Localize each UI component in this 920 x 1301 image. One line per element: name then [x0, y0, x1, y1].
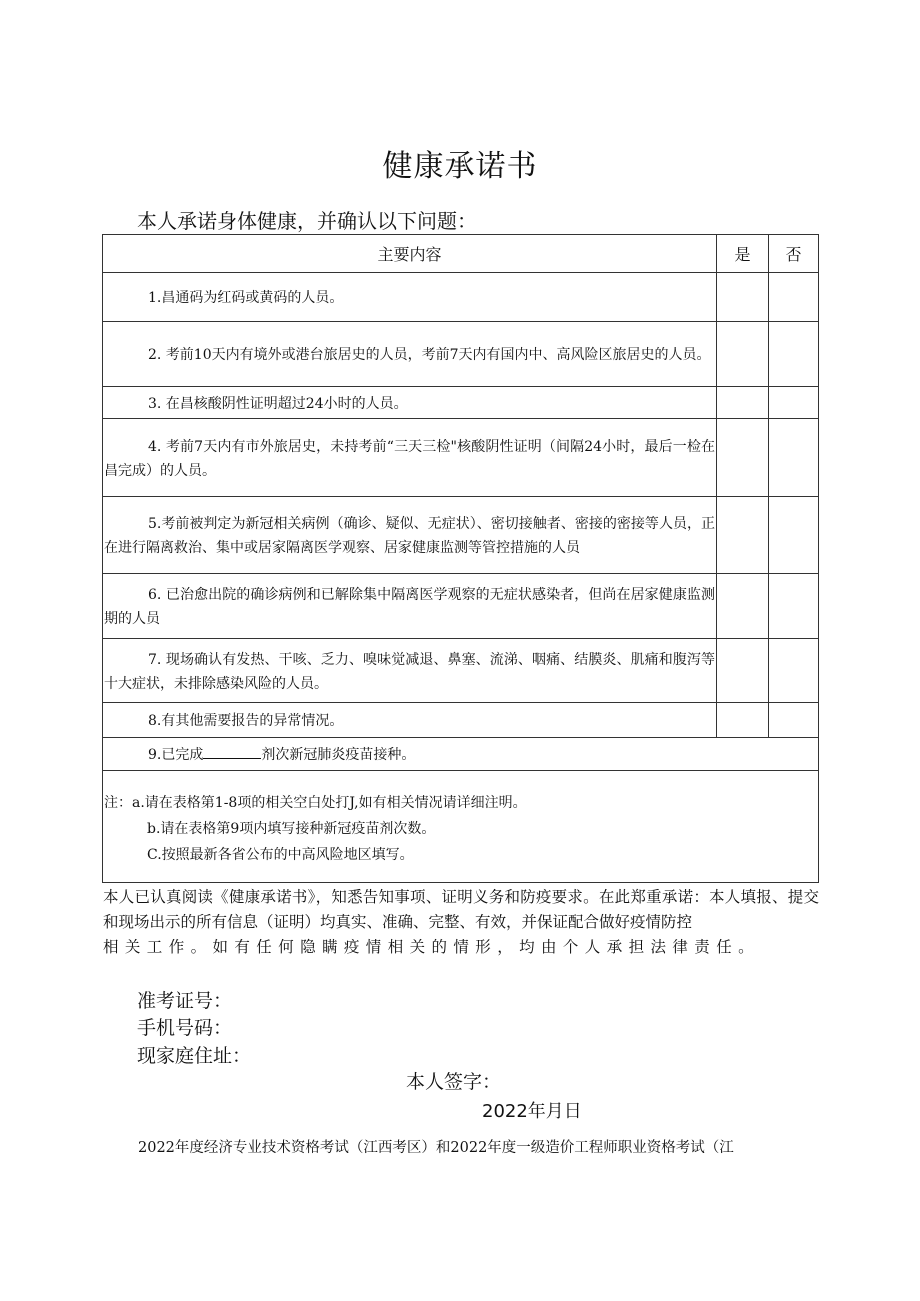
commitment-paragraph [103, 885, 819, 960]
no-checkbox-cell[interactable] [769, 387, 819, 419]
notes-cell [103, 771, 819, 883]
no-checkbox-cell[interactable] [769, 419, 819, 497]
header-no: 否 [769, 235, 819, 273]
address-field[interactable]: 现家庭住址： [137, 1045, 252, 1067]
table-row [103, 497, 819, 574]
table-row [103, 771, 819, 883]
no-checkbox-cell[interactable] [769, 574, 819, 639]
table-row [103, 639, 819, 703]
health-questionnaire-table [102, 234, 819, 883]
yes-checkbox-cell[interactable] [717, 703, 769, 738]
item-text: 3. 在昌核酸阴性证明超过24小时的人员。 [103, 387, 717, 419]
yes-checkbox-cell[interactable] [717, 639, 769, 703]
no-checkbox-cell[interactable] [769, 322, 819, 387]
no-checkbox-cell[interactable] [769, 273, 819, 322]
footer-text: 2022年度经济专业技术资格考试（江西考区）和2022年度一级造价工程师职业资格考试（江 [138, 1140, 734, 1156]
header-content: 主要内容 [103, 235, 717, 273]
yes-checkbox-cell[interactable] [717, 419, 769, 497]
table-row [103, 738, 819, 771]
yes-checkbox-cell[interactable] [717, 387, 769, 419]
vaccine-item-suffix: 剂次新冠肺炎疫苗接种。 [261, 747, 416, 763]
table-row [103, 574, 819, 639]
table-row [103, 322, 819, 387]
item-text: 8.有其他需要报告的异常情况。 [103, 703, 717, 738]
commitment-text: 本人已认真阅读《健康承诺书》，知悉告知事项、证明义务和防疫要求。在此郑重承诺：本人填报、提交和现场出示的所有信息（证明）均真实、准确、完整、有效，并保证配合做好疫情防控 [103, 888, 819, 931]
header-yes: 是 [717, 235, 769, 273]
intro-statement: 本人承诺身体健康，并确认以下问题： [137, 209, 477, 233]
yes-checkbox-cell[interactable] [717, 497, 769, 574]
table-header-row [103, 235, 819, 273]
vaccine-dose-blank[interactable] [203, 744, 261, 759]
no-checkbox-cell[interactable] [769, 639, 819, 703]
vaccine-dose-item [103, 738, 819, 771]
date-field: 2022年月日 [482, 1101, 582, 1122]
commitment-last-line: 相关工作。如有任何隐瞒疫情相关的情形，均由个人承担法律责任。 [103, 938, 761, 956]
yes-checkbox-cell[interactable] [717, 574, 769, 639]
no-checkbox-cell[interactable] [769, 703, 819, 738]
item-text: 4. 考前7天内有市外旅居史，未持考前“三天三检"核酸阴性证明（间隔24小时，最后一检在昌完成）的人员。 [103, 419, 717, 497]
vaccine-item-prefix: 9.已完成 [148, 747, 204, 763]
no-checkbox-cell[interactable] [769, 497, 819, 574]
note-line: 注：a.请在表格第1-8项的相关空白处打J,如有相关情况请详细注明。 [104, 794, 527, 811]
signature-field[interactable]: 本人签字： [406, 1071, 502, 1093]
item-text: 2. 考前10天内有境外或港台旅居史的人员，考前7天内有国内中、高风险区旅居史的人员。 [103, 322, 717, 387]
note-line: C.按照最新各省公布的中高风险地区填写。 [147, 846, 414, 863]
yes-checkbox-cell[interactable] [717, 273, 769, 322]
item-text: 7. 现场确认有发热、干咳、乏力、嗅味觉减退、鼻塞、流涕、咽痛、结膜炎、肌痛和腹泻等十大症状，未排除感染风险的人员。 [103, 639, 717, 703]
note-line: b.请在表格第9项内填写接种新冠疫苗剂次数。 [147, 820, 436, 837]
item-text: 5.考前被判定为新冠相关病例（确诊、疑似、无症状）、密切接触者、密接的密接等人员，正在进行隔离救治、集中或居家隔离医学观察、居家健康监测等管控措施的人员 [103, 497, 717, 574]
item-text: 6. 已治愈出院的确诊病例和已解除集中隔离医学观察的无症状感染者，但尚在居家健康监测期的人员 [103, 574, 717, 639]
document-title: 健康承诺书 [382, 149, 538, 184]
table-row [103, 387, 819, 419]
phone-field[interactable]: 手机号码： [137, 1017, 233, 1039]
yes-checkbox-cell[interactable] [717, 322, 769, 387]
item-text: 1.昌通码为红码或黄码的人员。 [103, 273, 717, 322]
table-row [103, 703, 819, 738]
table-row [103, 273, 819, 322]
exam-id-field[interactable]: 准考证号： [137, 990, 233, 1012]
table-row [103, 419, 819, 497]
